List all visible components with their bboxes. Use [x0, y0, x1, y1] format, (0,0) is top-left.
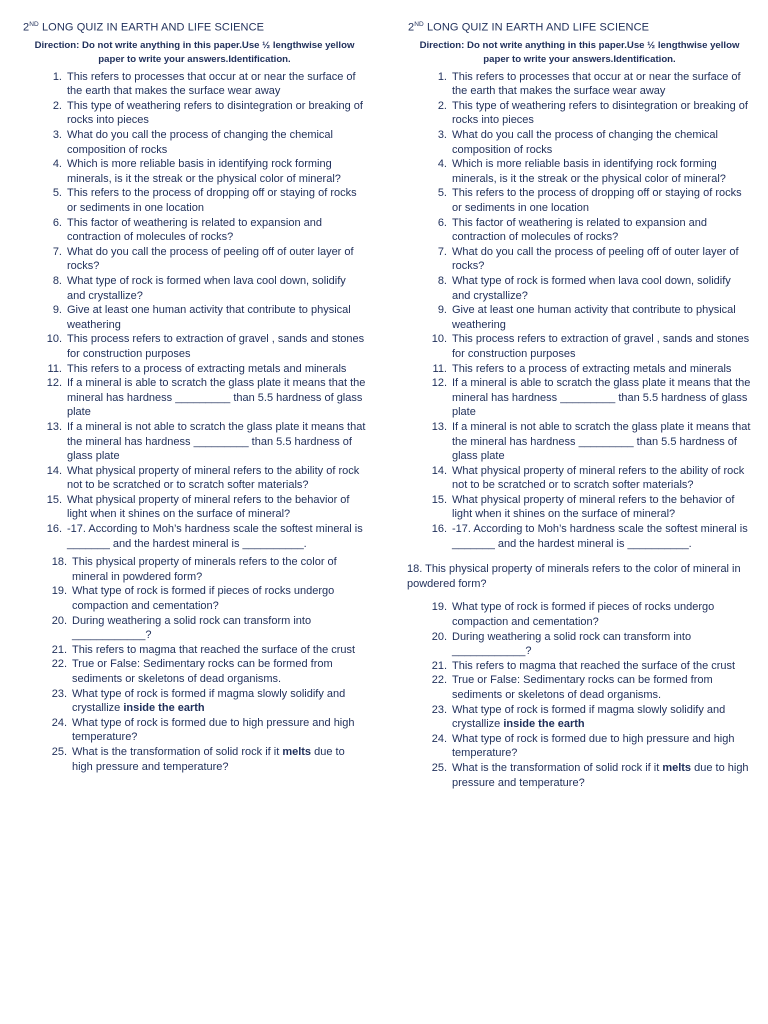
- question-item: 5. This refers to the process of dropping off or staying of rocks or sediments in one location: [437, 187, 742, 214]
- question-item: 24. What type of rock is formed due to high pressure and high temperature?: [51, 716, 355, 744]
- question-item: 7. What do you call the process of peeling off of outer layer of rocks?: [437, 245, 739, 273]
- question-item: 9. Give at least one human activity that contribute to physical weathering: [52, 304, 351, 331]
- question-item: 15. What physical property of mineral refers to the behavior of light when it shines on the surface of mineral?: [46, 493, 350, 521]
- question-item: 2. This type of weathering refers to disintegration or breaking of rocks into pieces: [437, 99, 748, 127]
- question-item: 19. What type of rock is formed if pieces of rocks undergo compaction and cementation?: [51, 585, 335, 613]
- question-item: 16. -17. According to Moh’s hardness scale the softest mineral is _______ and the hardest mineral is __________.: [46, 523, 363, 550]
- quiz-title: 2ND LONG QUIZ IN EARTH AND LIFE SCIENCE: [23, 21, 265, 34]
- question-list-continued: [407, 600, 752, 790]
- question-item: 22. True or False: Sedimentary rocks can be formed from sediments or skeletons of dead organisms.: [51, 658, 333, 685]
- question-item: 8. What type of rock is formed when lava cool down, solidify and crystallize?: [52, 274, 346, 302]
- quiz-copy-left: [22, 21, 367, 774]
- question-item-18: 18. This physical property of minerals refers to the color of mineral in powdered form?: [407, 563, 741, 590]
- question-list: [22, 70, 367, 775]
- question-item: 1. This refers to processes that occur at or near the surface of the earth that makes the surface wear away: [52, 70, 356, 98]
- question-item: 24. What type of rock is formed due to high pressure and high temperature?: [431, 732, 735, 760]
- question-item: 7. What do you call the process of peeling off of outer layer of rocks?: [52, 245, 354, 273]
- question-item: 6. This factor of weathering is related to expansion and contraction of molecules of rocks?: [437, 216, 707, 244]
- quiz-copy-right: [407, 21, 752, 790]
- question-item: 12. If a mineral is able to scratch the glass plate it means that the mineral has hardness _________ than 5.5 hardness of glass plate: [46, 377, 366, 419]
- question-item: 1. This refers to processes that occur at or near the surface of the earth that makes the surface wear away: [437, 70, 741, 98]
- question-item: 21. This refers to magma that reached the surface of the crust: [431, 659, 736, 672]
- question-item: 23. What type of rock is formed if magma slowly solidify and crystallize inside the earth: [51, 687, 346, 715]
- quiz-direction: Direction: Do not write anything in this paper.Use ½ lengthwise yellow paper to write your answers.Identification.: [34, 39, 355, 65]
- question-item: 2. This type of weathering refers to disintegration or breaking of rocks into pieces: [52, 99, 363, 127]
- question-item: 25. What is the transformation of solid rock if it melts due to high pressure and temperature?: [51, 745, 345, 773]
- question-item: 18. This physical property of minerals refers to the color of mineral in powdered form?: [51, 556, 337, 583]
- question-item: 20. During weathering a solid rock can transform into ____________?: [51, 614, 312, 642]
- question-item: 5. This refers to the process of dropping off or staying of rocks or sediments in one location: [52, 187, 357, 214]
- question-item: 16. -17. According to Moh’s hardness scale the softest mineral is _______ and the hardest mineral is __________.: [431, 523, 748, 550]
- question-item: 15. What physical property of mineral refers to the behavior of light when it shines on the surface of mineral?: [431, 493, 735, 521]
- question-item: 23. What type of rock is formed if magma slowly solidify and crystallize inside the earth: [431, 703, 726, 731]
- question-item: 6. This factor of weathering is related to expansion and contraction of molecules of rocks?: [52, 216, 322, 244]
- question-item: 10. This process refers to extraction of gravel , sands and stones for construction purposes: [431, 333, 750, 360]
- question-item: 12. If a mineral is able to scratch the glass plate it means that the mineral has hardness _________ than 5.5 hardness of glass plate: [431, 377, 751, 419]
- question-item: 3. What do you call the process of changing the chemical composition of rocks: [437, 129, 718, 156]
- quiz-title: 2ND LONG QUIZ IN EARTH AND LIFE SCIENCE: [408, 21, 650, 34]
- question-item: 4. Which is more reliable basis in identifying rock forming minerals, is it the streak or the physical color of mineral?: [52, 158, 341, 185]
- question-item: 11. This refers to a process of extracting metals and minerals: [432, 362, 732, 375]
- question-item: 13. If a mineral is not able to scratch the glass plate it means that the mineral has hardness _________ than 5.5 hardness of glass plate: [431, 420, 751, 463]
- question-item: 9. Give at least one human activity that contribute to physical weathering: [437, 304, 736, 331]
- question-item: 20. During weathering a solid rock can transform into ____________?: [431, 630, 692, 658]
- question-item: 4. Which is more reliable basis in identifying rock forming minerals, is it the streak or the physical color of mineral?: [437, 158, 726, 185]
- question-item: 13. If a mineral is not able to scratch the glass plate it means that the mineral has hardness _________ than 5.5 hardness of glass plate: [46, 420, 366, 463]
- question-item: 8. What type of rock is formed when lava cool down, solidify and crystallize?: [437, 274, 731, 302]
- question-item: 11. This refers to a process of extracting metals and minerals: [47, 362, 347, 375]
- question-item: 10. This process refers to extraction of gravel , sands and stones for construction purposes: [46, 333, 365, 360]
- question-item: 19. What type of rock is formed if pieces of rocks undergo compaction and cementation?: [431, 601, 715, 629]
- question-item: 3. What do you call the process of changing the chemical composition of rocks: [52, 129, 333, 156]
- question-item: 14. What physical property of mineral refers to the ability of rock not to be scratched or to scratch softer materials?: [431, 464, 745, 492]
- question-item: 21. This refers to magma that reached the surface of the crust: [51, 643, 356, 656]
- question-item: 25. What is the transformation of solid rock if it melts due to high pressure and temperature?: [431, 761, 749, 789]
- question-list: [407, 70, 752, 552]
- question-item: 22. True or False: Sedimentary rocks can be formed from sediments or skeletons of dead organisms.: [431, 674, 713, 701]
- quiz-direction: Direction: Do not write anything in this paper.Use ½ lengthwise yellow paper to write your answers.Identification.: [419, 39, 740, 65]
- question-item: 14. What physical property of mineral refers to the ability of rock not to be scratched or to scratch softer materials?: [46, 464, 360, 492]
